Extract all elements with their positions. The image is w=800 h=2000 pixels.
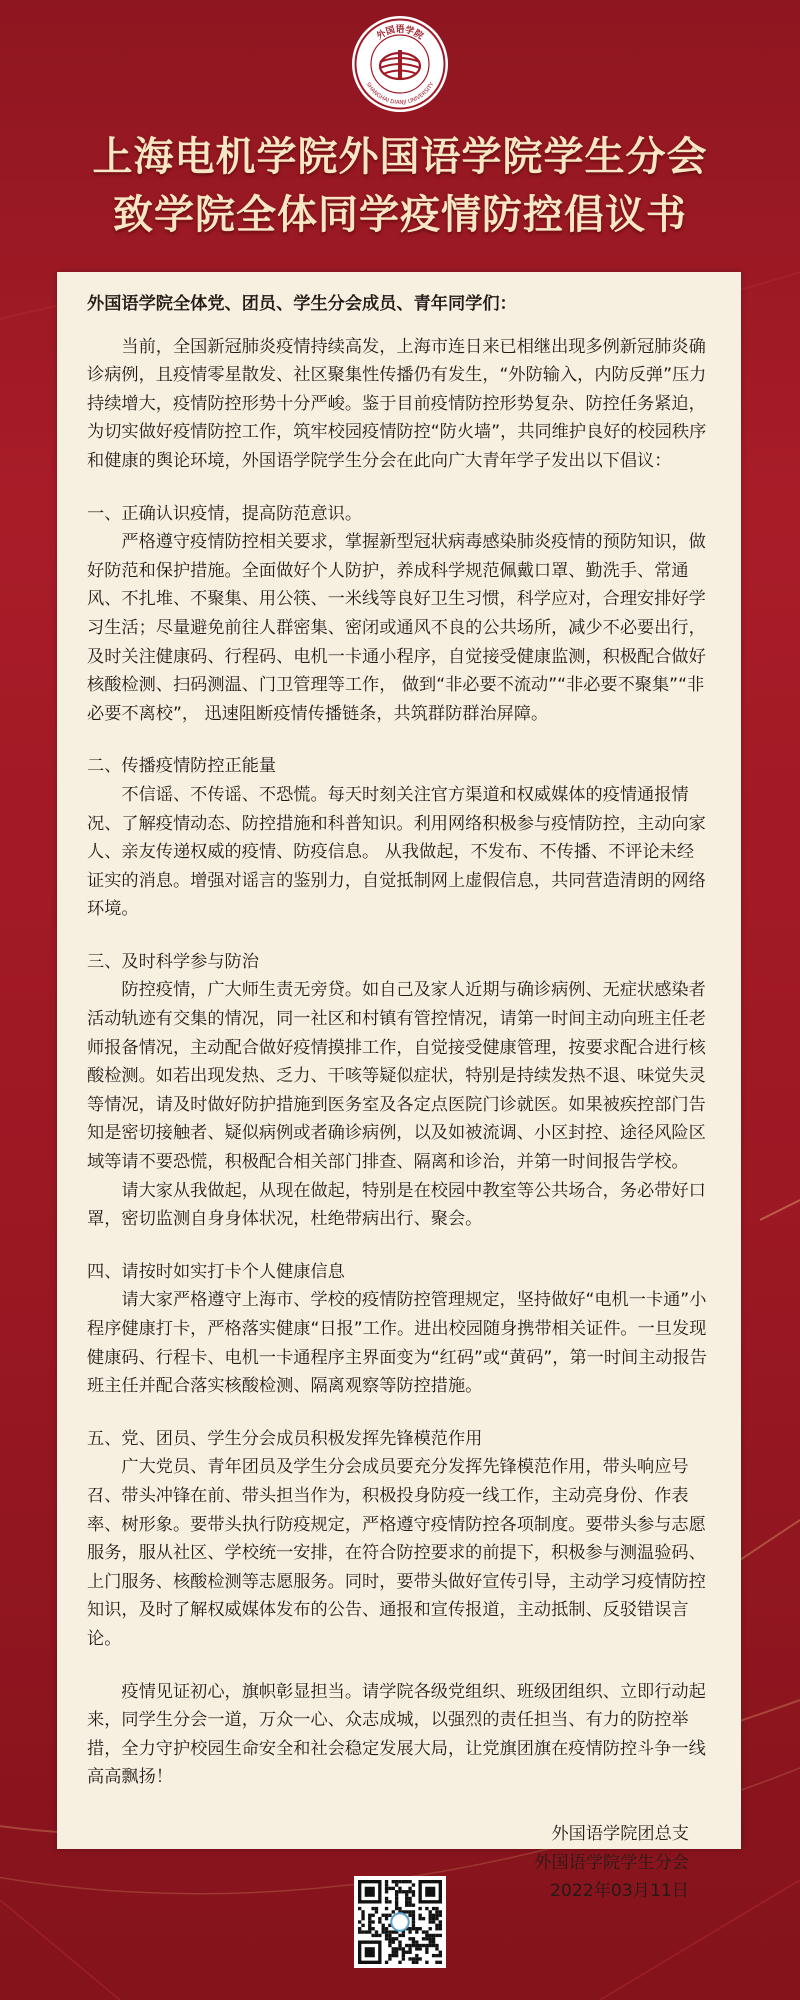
qr-code-icon — [354, 1876, 446, 1968]
intro-paragraph: 当前，全国新冠肺炎疫情持续高发，上海市连日来已相继出现多例新冠肺炎确诊病例，且疫情零星散发、社区聚集性传播仍有发生，“外防输入，内防反弹”压力持续增大，疫情防控形势十分严峻。鉴于目前疫情防控形势复杂、防控任务紧迫，为切实做好疫情防控工作，筑牢校园疫情防控“防火墙”，共同维护良好的校园秩序和健康的舆论环境，外国语学院学生分会在此向广大青年学子发出以下倡议： — [87, 336, 707, 471]
signature-org-1: 外国语学院团总支 — [551, 1823, 689, 1844]
section-heading: 三、及时科学参与防治 — [87, 951, 259, 972]
section-paragraph: 不信谣、不传谣、不恐慌。每天时刻关注官方渠道和权威媒体的疫情通报情况、了解疫情动态、防控措施和科普知识。利用网络积极参与疫情防控，主动向家人、亲友传递权威的疫情、防疫信息。 从我做起，不发布、不传播、不评论未经证实的消息。增强对谣言的鉴别力，自觉抵制网上虚假信息，共同营造清朗的网络环境。 — [87, 784, 706, 920]
svg-text:SHANGHAI DIANJI UNIVERSITY: SHANGHAI DIANJI UNIVERSITY — [364, 81, 436, 107]
poster-title — [0, 128, 800, 244]
section-heading: 二、传播疫情防控正能量 — [87, 756, 277, 777]
qr-code-pattern — [358, 1880, 442, 1964]
section-paragraph: 请大家严格遵守上海市、学校的疫情防控管理规定，坚持做好“电机一卡通”小程序健康打卡，严格落实健康“日报”工作。进出校园随身携带相关证件。一旦发现健康码、行程卡、电机一卡通程序主界面变为“红码”或“黄码”，第一时间主动报告班主任并配合落实核酸检测、隔离观察等防控措施。 — [87, 1290, 707, 1397]
section-2 — [87, 752, 711, 924]
section-5 — [87, 1425, 711, 1654]
section-3 — [87, 948, 711, 1234]
section-heading: 五、党、团员、学生分会成员积极发挥先锋模范作用 — [87, 1428, 483, 1449]
signature-org-2: 外国语学院学生分会 — [534, 1852, 689, 1873]
section-heading: 一、正确认识疫情，提高防范意识。 — [87, 503, 363, 524]
section-paragraph: 广大党员、青年团员及学生分会成员要充分发挥先锋模范作用，带头响应号召、带头冲锋在前、带头担当作为，积极投身防疫一线工作，主动亮身份、作表率、树形象。要带头执行防疫规定，严格遵守疫情防控各项制度。要带头参与志愿服务，服从社区、学校统一安排，在符合防控要求的前提下，积极参与测温验码、上门服务、核酸检测等志愿服务。同时，要带头做好宣传引导，主动学习疫情防控知识，及时了解权威媒体发布的公告、通报和宣传报道，主动抵制、反驳错误言论。 — [87, 1457, 706, 1649]
section-paragraph: 请大家从我做起，从现在做起，特别是在校园中教室等公共场合，务必带好口罩，密切监测自身身体状况，杜绝带病出行、聚会。 — [87, 1180, 706, 1230]
closing-paragraph: 疫情见证初心，旗帜彰显担当。请学院各级党组织、班级团组织、立即行动起来，同学生分会一道，万众一心、众志成城，以强烈的责任担当、有力的防控举措，全力守护校园生命安全和社会稳定发展大局，让党旗团旗在疫情防控斗争一线高高飘扬！ — [87, 1681, 706, 1788]
section-paragraph: 防控疫情，广大师生责无旁贷。如自己及家人近期与确诊病例、无症状感染者活动轨迹有交集的情况，同一社区和村镇有管控情况，请第一时间主动向班主任老师报备情况，主动配合做好疫情摸排工作，自觉接受健康管理，按要求配合进行核酸检测。如若出现发热、乏力、干咳等疑似症状，特别是持续发热不退、味觉失灵等情况，请及时做好防护措施到医务室及各定点医院门诊就医。如果被疾控部门告知是密切接触者、疑似病例或者确诊病例，以及如被流调、小区封控、途径风险区域等请不要恐慌，积极配合相关部门排查、隔离和诊治，并第一时间报告学校。 — [87, 980, 706, 1173]
title-line-2: 致学院全体同学疫情防控倡议书 — [113, 191, 687, 238]
section-4 — [87, 1258, 711, 1401]
svg-text:外国语学院: 外国语学院 — [375, 25, 425, 42]
letter-paper — [57, 272, 741, 1902]
signature-date: 2022年03月11日 — [549, 1881, 689, 1902]
section-1 — [87, 500, 711, 729]
title-line-1: 上海电机学院外国语学院学生分会 — [92, 133, 708, 180]
section-paragraph: 严格遵守疫情防控相关要求，掌握新型冠状病毒感染肺炎疫情的预防知识，做好防范和保护措施。全面做好个人防护，养成科学规范佩戴口罩、勤洗手、常通风、不扎堆、不聚集、用公筷、一米线等良好卫生习惯，科学应对，合理安排好学习生活；尽量避免前往人群密集、密闭或通风不良的公共场所，减少不必要出行，及时关注健康码、行程码、电机一卡通小程序，自觉接受健康监测，积极配合做好核酸检测、扫码测温、门卫管理等工作， 做到“非必要不流动”“非必要不聚集”“非必要不离校”， 迅速阻断疫情传播链条，共筑群防群治屏障。 — [87, 532, 706, 724]
university-seal-icon — [350, 14, 450, 114]
salutation: 外国语学院全体党、团员、学生分会成员、青年同学们： — [87, 294, 517, 314]
letter-content — [87, 290, 711, 1906]
section-heading: 四、请按时如实打卡个人健康信息 — [87, 1261, 345, 1282]
